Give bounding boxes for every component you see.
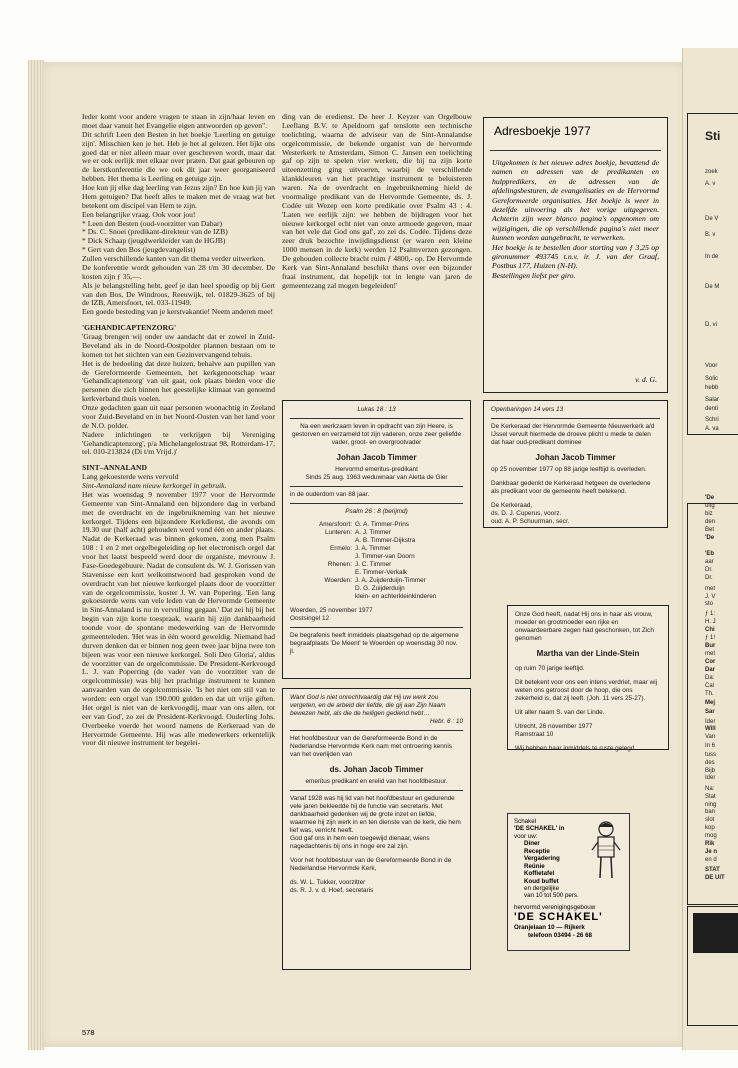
deceased-role: emeritus predikant en erelid van het hoofdbestuur. [305,778,448,785]
menu-item: Vergadering [524,855,560,863]
next-page-fragment: kop [705,825,715,831]
divider [290,486,463,487]
obituary-intro: Onze God heeft, nadat Hij ons in haar als vrouw, moeder en grootmoeder een rijke en onwaardeerbare zegen had geschonken, tot Zich genomen [515,611,654,642]
next-page-fragment: In de [705,254,719,260]
next-page-fragment: Solic [705,376,719,382]
obituary-text: Dit betekent voor ons een intens verdriet, maar wij weten ons getroost door de hoop, die ons zekerheid is, dat zij leeft. (Joh. 11 vers 25-27). [515,679,658,702]
signature: oud. A. P. Schuurman, secr. [491,518,570,525]
body-paragraph: Zullen verschillende kanten van dit thema verder uitwerken. [82,254,266,263]
adresboekje-title: Adresboekje 1977 [494,124,591,138]
next-page-fragment: Mej [705,700,716,706]
next-page-fragment: uitg [705,503,715,509]
family-name: A. J. Timmer [355,529,391,536]
family-place: Amersfoort: [318,521,352,528]
signature-intro: De Kerkeraad, [491,502,533,509]
obituary-intro: Het hoofdbestuur van de Gereformeerde Bond in de Nederlandse Hervormde Kerk nam met ontroering kennis van het overlijden van [290,735,452,758]
next-page-edge [682,48,738,1050]
verse-ref: Openbaringen 14 vers 13 [491,406,564,413]
family-place: Woerden: [324,577,352,584]
next-page-fragment: STAT [705,867,720,873]
family-name: E. Timmer-Verkalk [355,569,408,576]
next-page-fragment: zoek [705,169,718,175]
adresboekje-signature: v. d. G. [635,375,657,384]
next-page-fragment: en d [705,857,717,863]
next-page-fragment: met [705,586,716,592]
adresboekje-paragraph: Uitgekomen is het nieuwe adres boekje, bevattend de namen en adressen van de predikanten en hulppredikers, en de adressen van de afdelingsbesturen, de evangelisaties en de Hervormd Gereformeerde organisaties. Het boekje is weer in dezelfde uitvoering als het vorige uitgegeven. Achterin zijn weer blanco pagina's opgenomen om wijzigingen, die op verschillende pagina's niet meer kunnen worden aangebracht, te verwerken. [492,158,659,243]
family-place: Lunteren: [324,529,352,536]
psalm-ref: Psalm 26 : 8 (berijmd) [345,508,408,515]
divider [490,150,661,151]
heading-sint-annaland: SINT–ANNALAND [82,463,147,473]
deceased-name: Johan Jacob Timmer [336,453,417,462]
next-page-fragment: Bur [705,643,716,649]
obituary-van-der-linde [507,605,669,750]
menu-item: Diner [524,840,540,848]
child-illustration-icon [589,820,623,882]
family-place: Ermelo: [329,545,352,552]
divider [290,730,463,731]
lead-italic: Sint-Annaland nam nieuw kerkorgel in gebruik. [82,481,227,490]
next-page-fragment: Na: [705,786,715,792]
divider [491,418,660,419]
next-page-fragment: D. vi [705,322,717,328]
adresboekje-paragraph: Bestellingen liefst per giro. [492,270,576,280]
deceased-role: Hervormd emeritus-predikant [335,466,418,473]
next-page-fragment: In 6 [705,743,716,749]
next-page-fragment: Van [705,734,716,740]
notice-address: Oostsingel 12 [290,615,330,622]
deceased-age: op ruim 70 jarige leeftijd. [515,665,585,672]
body-paragraph: Een goede besteding van je kerstvakantie! Neem anderen mee! [82,307,274,317]
next-page-fragment: Th. [705,691,714,697]
next-page-fragment: A. v [705,181,716,187]
next-page-fragment: Bijb [705,768,716,774]
verse-ref: Hebr. 6 : 10 [429,718,463,725]
ad-brand: 'DE SCHAKEL' [514,911,603,924]
bible-quote: Want God is niet onrechtvaardig dat Hij uw werk zou vergeten, en de arbeid der liefde, die gij aan Zijn Naam bewezen hebt, als die de heiligen gediend hebt… [290,694,446,717]
ad-line: voor uw: [514,832,538,840]
column-1 [82,113,275,748]
adresboekje-box [483,117,668,393]
obituary-family [282,400,471,679]
speaker-item: * Gert van den Bos (jeugdevangelist) [82,245,196,255]
thanks-note: Dankbaar gedenkt de Kerkeraad hetgeen de overledene als predikant voor de gemeente heeft betekend. [491,480,651,495]
intro-paragraph: Dit schrift Leen den Besten in het boekje 'Leerling en getuige zijn'. Misschien ken je het. Heb je het al gelezen. Het lijkt ons goed dat er niet alleen maar over geschreven wordt, maar dat we er ook eerlijk met elkaar over praten. Dat gaat gebeuren op de kerstkonferentie die we ook dit jaar weer georganiseerd hebben. Het thema is Leerling en getuige zijn. [82,129,275,184]
next-page-fragment: Rik [705,841,715,847]
next-page-fragment: aar [705,559,714,565]
family-name: J. A. Timmer [355,545,391,552]
next-page-fragment: De V [705,216,719,222]
deceased-name: ds. Johan Jacob Timmer [329,765,424,774]
next-page-fragment: Will [705,726,716,732]
speaker-item: * Leen den Besten (oud-voorzitter van Dabar) [82,218,223,228]
next-page-fragment: slot [705,817,715,823]
next-page-fragment: met [705,651,716,657]
next-page-fragment: De M [705,284,720,290]
next-page-fragment: mog [705,833,717,839]
next-page-fragment: Ider [705,719,716,725]
signature: ds. D. J. Cuperus, voorz. [491,510,562,517]
next-page-logo [693,913,738,953]
next-page-fragment: ƒ 1: [705,611,716,617]
next-page-fragment: den [705,519,716,525]
subheading: Lang gekoesterde wens vervuld [82,472,179,482]
body-paragraph: Het is de bedoeling dat deze huizen, behalve aan pupillen van de Gereformeerde Gemeenten, het kerkgenootschap waar 'Gehandicaptenzorg' van uit gaat, ook plaats bieden voor die personen die zich binnen het geestelijke klimaat van genoemd kerkverband thuis voelen. [82,358,275,404]
next-page-fragment: Chi [705,627,715,633]
next-page-fragment: denti [705,406,719,412]
next-page-fragment: Dr. [705,575,713,581]
family-names: Uit aller naam S. van der Linde. [515,709,605,716]
ad-line: 'DE SCHAKEL' in [514,825,565,833]
divider [290,503,463,504]
next-page-fragment: hebb [705,385,719,391]
next-page-fragment: Salar [705,397,720,403]
ad-line: Schakel [514,818,537,825]
next-page-fragment: 'De [705,495,715,501]
signature: ds. W. L. Tukker, voorzitter [290,879,366,886]
next-page-fragment: Stat [705,794,716,800]
family-name: A. B. Timmer-Dijkstra [355,537,416,544]
next-page-fragment: Bet [705,527,715,533]
de-schakel-ad [507,813,630,951]
menu-item: Receptie [524,847,550,855]
ad-address: Oranjelaan 10 — Rijkerk [514,924,585,932]
next-page-fragment: tuss [705,752,717,758]
next-page-fragment: J. V [705,594,716,600]
divider [290,790,463,791]
divider [290,418,463,419]
body-paragraph: De konferentie wordt gehouden van 28 t/m 30 december. De kosten zijn ƒ 35,—. [82,262,275,281]
intro-paragraph: Een belangrijke vraag. Ook voor jou! [82,209,196,219]
body-paragraph: Als je belangstelling hebt, geef je dan heel spoedig op bij Gert van den Bos, De Windroos, Reeuwijk, tel. 01829-3625 of bij de IZB, Amersfoort, tel. 033-11949. [82,280,275,308]
obituary-intro: Na een werkzaam leven in opdracht van zijn Heere, is gestorven en verzameld tot zijn vaderen, onze zeer geliefde vader, groot- en overgrootvader [291,423,462,446]
signature-intro: Voor het hoofdbestuur van de Gereformeerde Bond in de Nederlandse Hervormde Kerk, [290,857,452,872]
next-page-fragment: biz [705,511,713,517]
capacity: van 10 tot 500 pers. [524,892,579,900]
burial-note: De begrafenis heeft inmiddels plaatsgehad op de algemene begraafplaats 'De Meent' te Woerden op woensdag 30 nov. jl. [290,632,459,655]
speaker-item: * Ds. C. Snoei (predikant-direkteur van de IZB) [82,227,228,237]
obituary-text: Vanaf 1928 was hij lid van het hoofdbestuur en gedurende vele jaren bekleedde hij de functie van secretaris. Met dankbaarheid gedenken wij de grote inzet en liefde, waarmee hij zijn werk in en ten dienste van de kerk, die hem lief was, verricht heeft. [290,795,461,834]
family-place: Rhenen: [327,561,352,568]
next-page-fragment: 'De [705,535,715,541]
next-page-fragment: ƒ 1! [705,635,716,641]
family-name: J. Timmer-van Doorn [355,553,415,560]
next-page-fragment: 'Eb [705,551,715,557]
adresboekje-paragraph: Het boekje is te bestellen door storting van ƒ 3,25 op gironummer 493745 t.n.v. ir. J. van der Graaf, Postbus 177, Huizen (N-H). [492,242,659,271]
heading-gehandicaptenzorg: 'GEHANDICAPTENZORG' [82,323,177,333]
next-page-fragment: ban [705,809,716,815]
article-body: Het was woensdag 9 november 1977 voor de Hervormde Gemeente van Sint-Annaland een bijzondere dag in verband met de overdracht en de ingebruikneming van het nieuwe kerkorgel. Tijdens een bijzondere Kerkdienst, die avonds om 19.30 uur (half acht) gehouden werd vond één en ander plaats. Nadat de Kerkeraad was binnen gekomen, zong men Psalm 108 : 1 en 2 met orgelbegeleiding op het electronisch orgel dat voor het laatst bespeeld werd door de organiste, mevrouw J. Fase-Goedegebuure. Nadat de consulent ds. W. J. Gorissen van Stavenisse een kort welkomstwoord had gesproken vond de overdracht van het nieuwe kerkorgel plaats door de voorzitter van de orgelcommissie, koster J. W. van Popering. 'Een lang gekoesterde wens van vele leden van de Hervormde Gemeente in Sint-Annaland is nu in vervulling gegaan.' Dat zei hij bij het begin van zijn korte toespraak, waarin hij zijn dankbaarheid toonde voor de spontane medewerking van de Hervormde gemeenteleden. 'Het was in één woord geweldig. Niemand had durven denken dat er binnen nog geen twee jaar bijna twee ton bijeen was voor een nieuwe kerkorgel. Soli Deo Gloria', aldus de voorzitter van de orgelcommissie. De President-Kerkvoogd L. J. van Poperring (de vader van de voorzitter van de orgelcommissie) was blij het prachtige instrument te kunnen aanvaarden van de orgelcommissie. 'Is het niet om stil van te worden: een orgel van 190.000 gulden en dat uit vrije giften. Het orgel is niet van de kerkvoogdij, maar van ons allen, tot eer van God', zo zei de President-Kerkvoogd. Ouderling Johs. Overbeeke voerde het woord namens de Kerkeraad van de Hervormde Gemeente. Hij was alle medewerkers erkentelijk voor dit nieuwe instrument ter begelei- [82,489,275,748]
family-name: D. G. Zuijderduijn [355,585,405,592]
deceased-name: Johan Jacob Timmer [535,453,616,462]
next-page-fragment: Je n [705,849,718,855]
divider [290,627,463,628]
column-2 [282,113,472,291]
deceased-name: Martha van der Linde-Stein [536,649,640,658]
body-paragraph: 'Graag brengen wij onder uw aandacht dat er zowel in Zuid-Beveland als in de Noord-Oostpolder plannen bestaan om te komen tot het stichten van een Gezinvervangend tehuis. [82,332,275,359]
notice-date: Utrecht, 26 november 1977 [515,723,593,730]
menu-item: en dergelijke [524,884,560,892]
intro-paragraph: Hoe kun jij elke dag leerling van Jezus zijn? En hoe kun jij van Hem getuigen? Dat heeft alles te maken met de vraag wat het betekent om discipel van Hem te zijn. [82,183,275,210]
next-page-fragment: Da: [705,675,715,681]
next-page-fragment: Schri [705,417,719,423]
obituary-hoofdbestuur [282,688,471,970]
obituary-intro: De Kerkeraad der Hervormde Gemeente Nieuwerkerk a/d IJssel vervult hiermede de droeve plicht u mede te delen dat haar oud-predikant dominee [491,423,655,446]
next-page-fragment: Dar [705,667,716,673]
next-page-fragment: Cor [705,659,716,665]
family-list [290,521,463,601]
verse-ref: Lukas 18 : 13 [357,406,396,413]
next-page-fragment: des [705,760,715,766]
ad-phone: telefoon 03494 - 26 68 [528,931,592,939]
next-page-fragment: ning [705,802,717,808]
next-page-fragment: Ider [705,775,716,781]
notice-address: Ramstraat 10 [515,731,554,738]
menu-item: Koud buffet [524,877,559,885]
menu-item: Reünie [524,862,545,870]
family-name: J. C. Timmer [355,561,392,568]
next-page-fragment: Sar [705,709,715,715]
ad-org: hervormd verenigingsgebouw [514,903,596,911]
article-continuation: ding van de eredienst. De heer J. Keyzer van Orgelbouw Leeflang B.V. te Apeldoorn gaf tenslotte een technische toelichting, waarna de adviseur van de Sint-Annalandse orgelcommissie, de bekende organist van de hervormde Westerkerk te Amsterdam, Simon C. Jansen een toelichting gaf op zijn te spelen vier werken, die hij na zijn korte uiteenzetting ging uitvoeren, waarbij de verschillende klankkleuren van het prachtige instrument te beluisteren waren. Na de overdracht en ingebruikneming hield de voormalige predikant van de Hervormde Gemeente, ds. J. Codée uit Wezep een korte predikatie over Psalm 43 : 4. 'Laten we eerlijk zijn: we hebben de bijdragen voor het nieuwe kerkorgel echt niet van onze armoede gegeven, maar van het vele dat God ons gaf', zo zei ds. Codée. Tijdens deze zeer druk bezochte inwijdingsdienst (er waren een kleine 1000 mensen in de kerk) werden 12 Psalmverzen gezongen. De gehouden collecte bracht ruim ƒ 4800,- op. De Hervormde Kerk van Sint-Annaland beschikt thans over een bijzonder fraai instrument, dat hopelijk tot in lengte van jaren de gemeentezang zal mogen begeleiden!' [282,112,472,290]
family-name: J. A. Zuijderduijn-Timmer [355,577,426,584]
death-note: op 25 november 1977 op 88 jarige leeftijd is overleden. [491,466,647,473]
next-page-fragment: Cal [705,683,715,689]
next-page-fragment: Dr. [705,567,713,573]
menu-item: Koffietafel [524,870,555,878]
next-page-fragment: A. va [705,426,719,432]
next-page-fragment: DE UIT [705,875,725,881]
signature: ds. R. J. v. d. Hoef, secretaris [290,887,374,894]
notice-date: Woerden, 25 november 1977 [290,607,373,614]
intro-paragraph: Ieder komt voor andere vragen te staan in zijn/haar leven en moet daar vanuit het Evangelie eigen antwoorden op geven". [82,112,275,130]
obituary-kerkeraad [483,400,668,528]
next-page-fragment: B. v [705,232,716,238]
next-page-fragment: Sti [705,129,721,143]
next-page-fragment: Voor [705,363,718,369]
body-paragraph: Onze gedachten gaan uit naar personen woonachtig in Zeeland voor Zuid-Beveland en in het Noord-Oosten van het land voor de N.O. polder. [82,403,275,430]
closing-note: Wij hebben haar inmiddels te ruste gelegd. [515,745,637,752]
page-number: 578 [82,1028,95,1037]
next-page-fragment: sto [705,601,714,607]
speaker-item: * Dick Schaap (jeugdwerkleider van de HGJB) [82,236,226,246]
family-name: klein- en achterkleinkinderen [355,593,437,600]
body-paragraph: Nadere inlichtingen te verkrijgen bij Vereniging 'Gehandicaptenzorg', p/a Michelangelostraat 98, Rotterdam-17, tel. 010-213824 (Di t/m Vrijd.)' [82,429,275,457]
widower-note: Sinds 25 aug. 1963 weduwnaar van Aletta de Gier [305,474,448,481]
family-name: G. A. Timmer-Prins [355,521,409,528]
next-page-fragment: H. J [705,619,716,625]
obituary-text: God gaf ons in hem een toegewijd dienaar, wiens nagedachtenis bij ons in hoge ere zal zijn. [290,835,430,850]
deceased-age: in de ouderdom van 88 jaar. [290,491,370,498]
